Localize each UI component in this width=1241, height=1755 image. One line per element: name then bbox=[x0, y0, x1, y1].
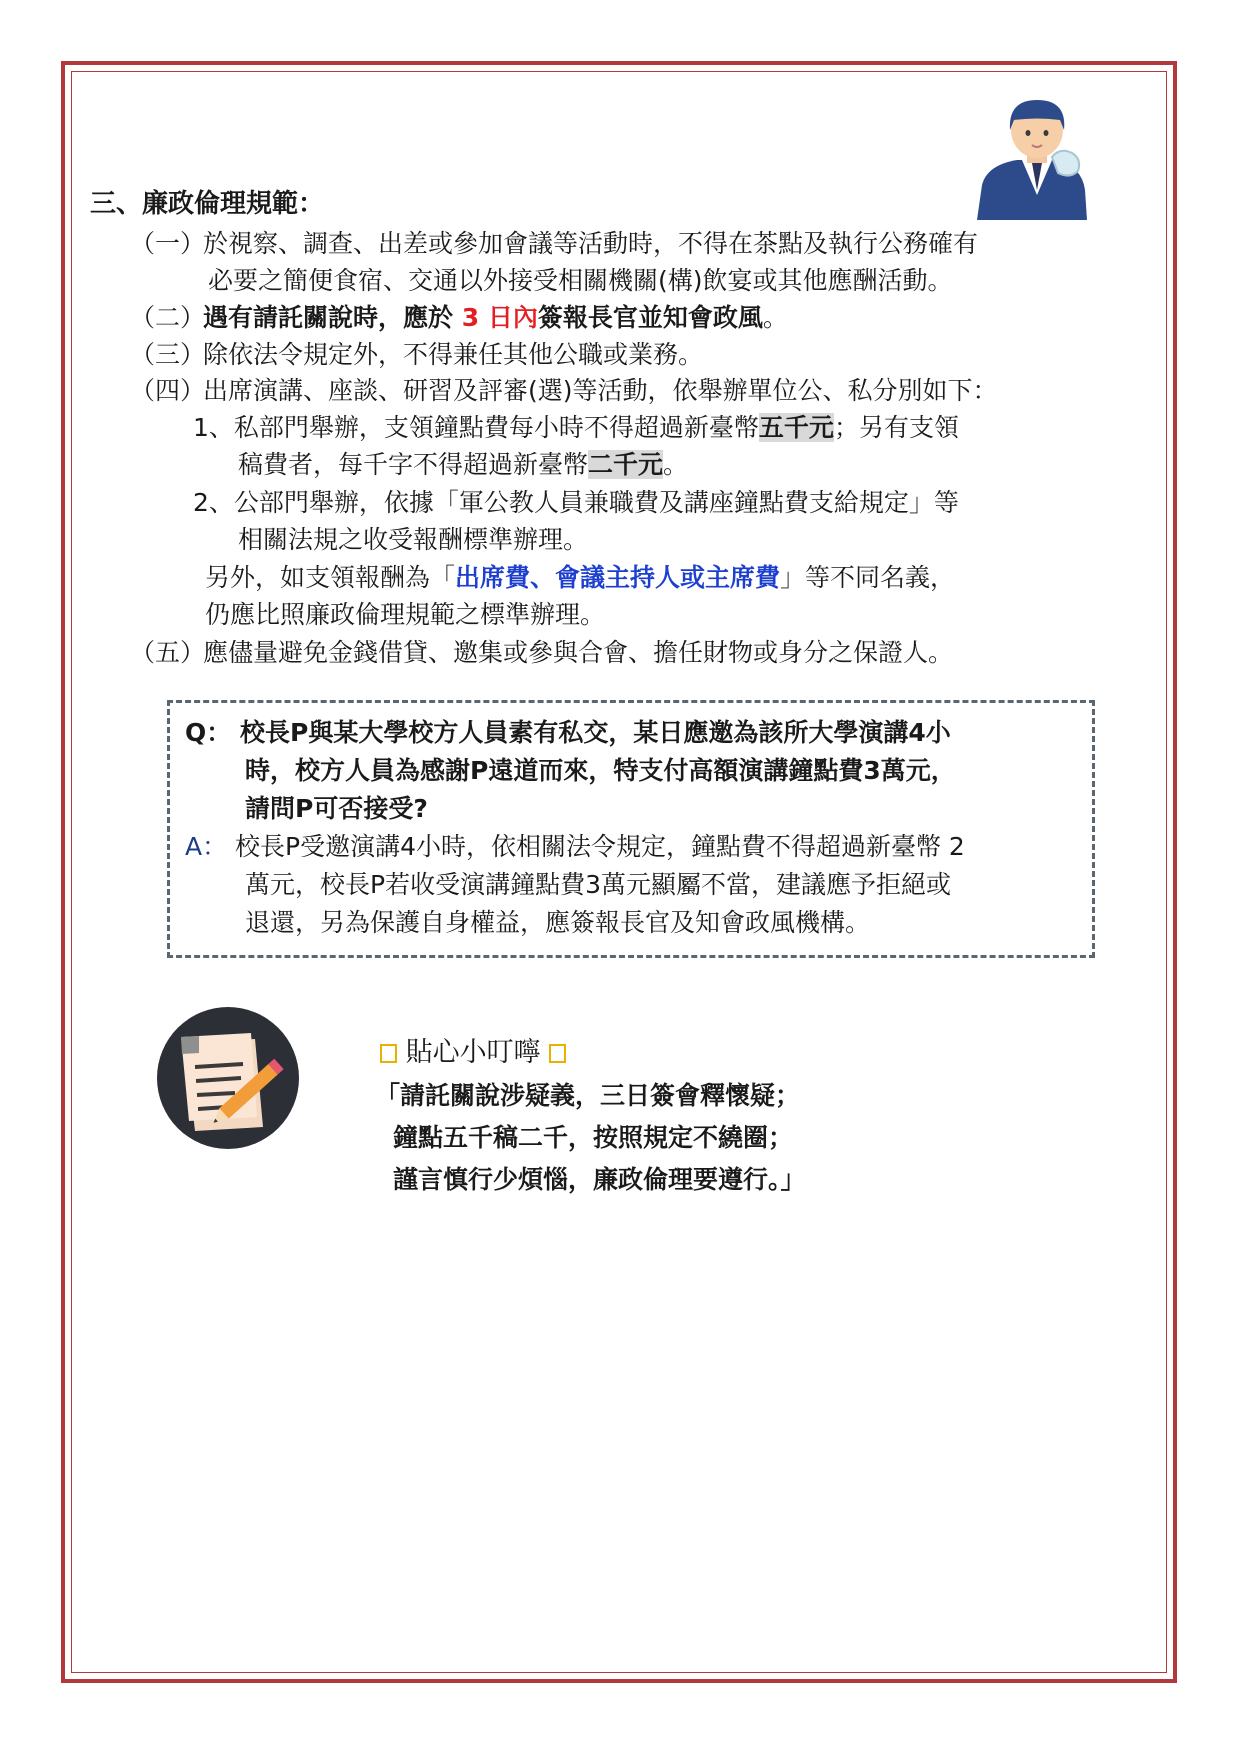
tip-mark-left-icon bbox=[380, 1044, 397, 1063]
sub1-line2pre: 稿費者，每千字不得超過新臺幣 bbox=[238, 450, 589, 479]
a-line2: 萬元，校長P若收受演講鐘點費3萬元顯屬不當，建議應予拒絕或 bbox=[245, 870, 951, 899]
item2-text bbox=[203, 300, 788, 336]
notepad-pencil-icon bbox=[155, 1005, 301, 1151]
item4-sub1-line2 bbox=[238, 447, 688, 483]
item2-deadline: 3 日內 bbox=[461, 303, 538, 332]
item4-sub1-line1 bbox=[193, 410, 959, 446]
item4-extra-line1 bbox=[205, 560, 955, 596]
sub1-amount-2000: 二千元 bbox=[588, 450, 664, 479]
item2-end: 。 bbox=[762, 303, 788, 332]
a-label: A： bbox=[185, 832, 228, 861]
sub1-amount-5000: 五千元 bbox=[758, 413, 834, 442]
item2-number: （二） bbox=[130, 303, 206, 332]
item1-number: （一） bbox=[130, 229, 206, 258]
tip-title-row bbox=[380, 1030, 566, 1069]
extra-pre: 另外，如支領報酬為「 bbox=[205, 563, 456, 592]
extra-post: 」等不同名義， bbox=[780, 563, 956, 592]
q-line3: 請問P可否接受? bbox=[245, 794, 428, 823]
tip-line3: 謹言慎行少煩惱，廉政倫理要遵行。」 bbox=[393, 1165, 806, 1194]
tip-title: 貼心小叮嚀 bbox=[405, 1037, 541, 1068]
speaker-with-microphone-icon bbox=[972, 95, 1102, 220]
item3-number: （三） bbox=[130, 340, 206, 369]
item4-sub2-line2: 相關法規之收受報酬標準辦理。 bbox=[238, 525, 589, 554]
section-heading: 三、廉政倫理規範： bbox=[90, 189, 325, 219]
tip-line2: 鐘點五千稿二千，按照規定不繞圈； bbox=[393, 1123, 794, 1152]
q-line2: 時，校方人員為感謝P遠道而來，特支付高額演講鐘點費3萬元， bbox=[245, 756, 956, 785]
q-line1: 校長P與某大學校方人員素有私交，某日應邀為該所大學演講4小 bbox=[240, 718, 951, 747]
a-line1: 校長P受邀演講4小時，依相關法令規定，鐘點費不得超過新臺幣 2 bbox=[235, 832, 965, 861]
sub1-pre: 1、私部門舉辦，支領鐘點費每小時不得超過新臺幣 bbox=[193, 413, 759, 442]
item4-extra-line2: 仍應比照廉政倫理規範之標準辦理。 bbox=[205, 600, 606, 629]
item1-line2: 必要之簡便食宿、交通以外接受相關機關(構)飲宴或其他應酬活動。 bbox=[208, 266, 953, 295]
item2-post: 簽報長官並知會政風 bbox=[537, 303, 763, 332]
sub1-mid: ；另有支領 bbox=[833, 413, 959, 442]
tip-mark-right-icon bbox=[549, 1044, 566, 1063]
item5-number: （五） bbox=[130, 638, 206, 667]
item5-text: 應儘量避免金錢借貸、邀集或參與合會、擔任財物或身分之保證人。 bbox=[203, 638, 954, 667]
item4-sub2-line1: 2、公部門舉辦，依據「軍公教人員兼職費及講座鐘點費支給規定」等 bbox=[193, 488, 959, 517]
item3-text: 除依法令規定外，不得兼任其他公職或業務。 bbox=[203, 340, 704, 369]
item4-number: （四） bbox=[130, 376, 206, 405]
item2-pre: 遇有請託關說時，應於 bbox=[203, 303, 462, 332]
item1-line1: 於視察、調查、出差或參加會議等活動時，不得在茶點及執行公務確有 bbox=[203, 229, 979, 258]
q-label: Q： bbox=[185, 718, 232, 747]
tip-line1: 「請託關說涉疑義，三日簽會釋懷疑； bbox=[375, 1081, 801, 1110]
sub1-line2post: 。 bbox=[663, 450, 689, 479]
extra-fee-types: 出席費、會議主持人或主席費 bbox=[455, 563, 781, 592]
item4-text: 出席演講、座談、研習及評審(選)等活動，依舉辦單位公、私分別如下： bbox=[203, 376, 998, 405]
a-line3: 退還，另為保護自身權益，應簽報長官及知會政風機構。 bbox=[245, 908, 871, 937]
